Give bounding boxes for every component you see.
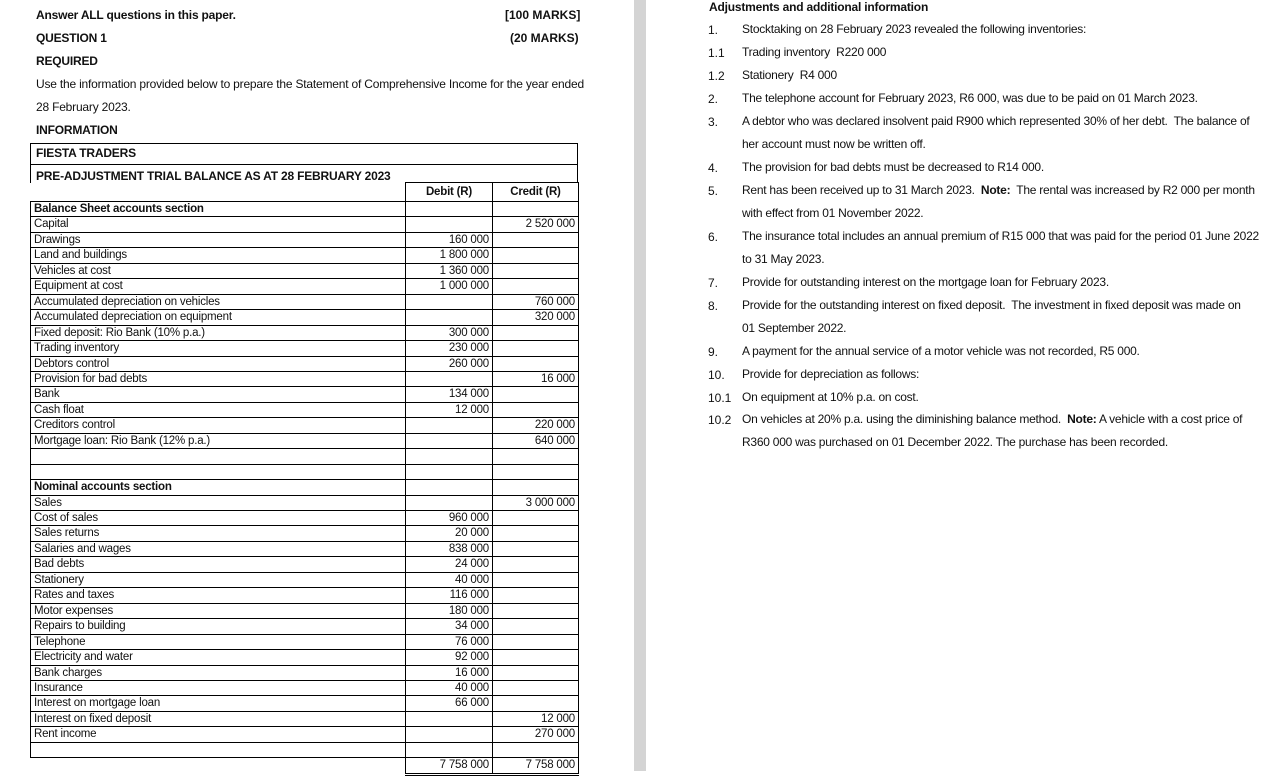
question-marks: (20 MARKS) [510,31,579,45]
adjustment-number: 4. [708,161,719,175]
instruction-text-line2: 28 February 2023. [36,100,131,114]
table-row [31,325,579,340]
account-name: Mortgage loan: Rio Bank (12% p.a.) [31,433,406,448]
debit-amount [406,495,493,510]
account-name: Debtors control [31,356,406,371]
adjustment-number: 8. [708,299,719,313]
debit-amount [406,217,493,232]
account-name: Interest on fixed deposit [31,711,406,726]
debit-amount: 12 000 [406,402,493,417]
header-blank-cell [31,183,406,202]
account-name: Cost of sales [31,511,406,526]
table-row [31,727,579,742]
empty-cell [406,480,493,495]
empty-cell [493,464,579,479]
totals-label-cell [31,758,406,774]
table-row [31,634,579,649]
debit-amount: 838 000 [406,541,493,556]
adjustment-number: 5. [708,184,719,198]
debit-amount [406,433,493,448]
table-row [31,665,579,680]
credit-amount [493,387,579,402]
credit-amount [493,248,579,263]
account-name: Interest on mortgage loan [31,696,406,711]
credit-amount [493,572,579,587]
adjustment-line: The telephone account for February 2023, R6 000, was due to be paid on 01 March 2023. [742,91,1198,105]
account-name: Equipment at cost [31,279,406,294]
account-name: Rent income [31,727,406,742]
account-name: Telephone [31,634,406,649]
account-name: Salaries and wages [31,541,406,556]
total-marks: [100 MARKS] [505,8,581,22]
credit-amount [493,402,579,417]
debit-amount: 960 000 [406,511,493,526]
debit-amount: 92 000 [406,650,493,665]
table-row [31,572,579,587]
table-row [31,217,579,232]
left-page [0,0,634,771]
total-debit: 7 758 000 [406,758,493,774]
table-row [31,557,579,572]
adjustment-number: 1.1 [708,46,725,60]
table-row [31,279,579,294]
table-row [31,711,579,726]
account-name: Sales returns [31,526,406,541]
account-name: Bank charges [31,665,406,680]
debit-amount: 260 000 [406,356,493,371]
account-name: Cash float [31,402,406,417]
credit-amount [493,619,579,634]
adjustment-line: Provide for outstanding interest on the mortgage loan for February 2023. [742,275,1109,289]
table-row [31,263,579,278]
credit-amount: 12 000 [493,711,579,726]
adjustment-line: The insurance total includes an annual premium of R15 000 that was paid for the period 01 June 2022 [742,229,1259,243]
debit-amount [406,371,493,386]
credit-amount [493,325,579,340]
adjustment-line: Stationery R4 000 [742,68,837,82]
adjustment-text [742,110,1250,156]
debit-amount: 134 000 [406,387,493,402]
answer-all-instruction: Answer ALL questions in this paper. [36,8,236,22]
table-row [31,526,579,541]
table-row [31,588,579,603]
adjustment-text [742,87,1246,110]
table-row [31,356,579,371]
adjustment-text [742,294,1246,340]
credit-amount: 220 000 [493,418,579,433]
credit-amount [493,603,579,618]
total-credit: 7 758 000 [493,758,579,774]
totals-row [31,758,579,774]
empty-cell [31,449,406,464]
adjustment-number: 7. [708,276,719,290]
credit-amount [493,526,579,541]
nominal-section-row [31,480,579,495]
debit-amount: 160 000 [406,232,493,247]
credit-amount [493,650,579,665]
table-row [31,387,579,402]
credit-amount [493,541,579,556]
trial-balance-table [30,182,579,776]
empty-cell [493,202,579,217]
account-name: Repairs to building [31,619,406,634]
table-row [31,681,579,696]
adjustment-line: The provision for bad debts must be decreased to R14 000. [742,160,1044,174]
adjustment-line: Provide for depreciation as follows: [742,367,920,381]
table-row [31,341,579,356]
account-name: Vehicles at cost [31,263,406,278]
account-name: Creditors control [31,418,406,433]
table-row [31,650,579,665]
credit-amount [493,263,579,278]
question-heading: QUESTION 1 [36,31,107,45]
trial-balance-title-box [30,143,578,183]
debit-amount [406,310,493,325]
account-name: Fixed deposit: Rio Bank (10% p.a.) [31,325,406,340]
account-name: Sales [31,495,406,510]
account-name: Motor expenses [31,603,406,618]
table-row [31,511,579,526]
debit-amount: 16 000 [406,665,493,680]
credit-amount [493,341,579,356]
information-heading: INFORMATION [36,123,118,137]
table-row [31,696,579,711]
account-name: Bad debts [31,557,406,572]
account-name: Bank [31,387,406,402]
adjustment-line: Stocktaking on 28 February 2023 revealed the following inventories: [742,22,1087,36]
empty-cell [31,464,406,479]
note-label: Note: [1067,412,1097,426]
adjustment-text [742,340,1246,363]
account-name: Insurance [31,681,406,696]
account-name: Accumulated depreciation on vehicles [31,294,406,309]
debit-amount: 24 000 [406,557,493,572]
credit-amount [493,279,579,294]
account-name: Stationery [31,572,406,587]
adjustment-text-part: Rent has been received up to 31 March 2023. [742,183,981,197]
credit-amount: 640 000 [493,433,579,448]
table-row [31,310,579,325]
credit-amount [493,356,579,371]
page-gutter [634,0,646,771]
adjustment-line: 01 September 2022. [742,321,847,335]
adjustment-line: her account must now be written off. [742,137,926,151]
title-divider [31,164,577,165]
adjustment-text [742,271,1246,294]
balance-sheet-section-row [31,202,579,217]
table-row [31,603,579,618]
company-name: FIESTA TRADERS [36,146,136,160]
adjustment-line: A payment for the annual service of a motor vehicle was not recorded, R5 000. [742,344,1140,358]
adjustment-number: 6. [708,230,719,244]
adjustment-number: 2. [708,92,719,106]
empty-cell [493,449,579,464]
account-name: Land and buildings [31,248,406,263]
adjustment-number: 3. [708,115,719,129]
empty-cell [493,480,579,495]
adjustment-text [742,179,1255,225]
credit-amount: 2 520 000 [493,217,579,232]
debit-amount: 1 360 000 [406,263,493,278]
credit-amount [493,634,579,649]
debit-amount [406,418,493,433]
table-row [31,371,579,386]
adjustment-line: to 31 May 2023. [742,252,825,266]
table-row [31,495,579,510]
blank-row [31,449,579,464]
adjustment-text [742,64,1246,87]
debit-amount: 66 000 [406,696,493,711]
adjustment-text [742,363,1246,386]
account-name: Rates and taxes [31,588,406,603]
section-heading: Balance Sheet accounts section [31,202,406,217]
adjustment-text [742,386,1246,409]
account-name: Trading inventory [31,341,406,356]
empty-cell [493,742,579,757]
credit-amount [493,696,579,711]
debit-amount [406,727,493,742]
debit-amount: 1 800 000 [406,248,493,263]
credit-amount: 320 000 [493,310,579,325]
table-row [31,541,579,556]
credit-column-header: Credit (R) [493,183,579,202]
empty-cell [406,202,493,217]
table-row [31,232,579,247]
credit-amount [493,588,579,603]
credit-amount [493,232,579,247]
adjustment-text-part: On vehicles at 20% p.a. using the diminishing balance method. [742,412,1068,426]
empty-cell [406,449,493,464]
adjustment-text [742,18,1246,41]
adjustments-title: Adjustments and additional information [709,0,929,14]
debit-amount: 40 000 [406,572,493,587]
debit-amount [406,294,493,309]
debit-amount [406,711,493,726]
debit-amount: 180 000 [406,603,493,618]
debit-amount: 230 000 [406,341,493,356]
table-row [31,294,579,309]
note-label: Note: [980,183,1011,197]
section-heading: Nominal accounts section [31,480,406,495]
instruction-text-line1: Use the information provided below to prepare the Statement of Comprehensive Income for the year ended [36,77,584,91]
account-name: Capital [31,217,406,232]
table-header-row [31,183,579,202]
table-row [31,418,579,433]
table-row [31,402,579,417]
empty-cell [406,742,493,757]
adjustment-line: Provide for the outstanding interest on fixed deposit. The investment in fixed deposit was made on [742,298,1241,312]
table-row [31,248,579,263]
adjustment-number: 9. [708,345,719,359]
credit-amount: 270 000 [493,727,579,742]
debit-amount: 34 000 [406,619,493,634]
adjustment-line: Trading inventory R220 000 [742,45,887,59]
debit-amount: 300 000 [406,325,493,340]
adjustment-line: R360 000 was purchased on 01 December 2022. The purchase has been recorded. [742,435,1168,449]
debit-amount: 116 000 [406,588,493,603]
debit-amount: 1 000 000 [406,279,493,294]
adjustment-text [742,408,1246,454]
adjustment-line: with effect from 01 November 2022. [742,206,924,220]
credit-amount [493,681,579,696]
table-row [31,433,579,448]
empty-cell [31,742,406,757]
account-name: Drawings [31,232,406,247]
adjustment-text [742,156,1246,179]
debit-amount: 40 000 [406,681,493,696]
trial-balance-title: PRE-ADJUSTMENT TRIAL BALANCE AS AT 28 FEBRUARY 2023 [36,169,391,183]
adjustment-number: 1. [708,23,719,37]
table-row [31,619,579,634]
adjustment-line: A debtor who was declared insolvent paid R900 which represented 30% of her debt. The balance of [742,114,1250,128]
credit-amount: 760 000 [493,294,579,309]
adjustment-text-part: The rental was increased by R2 000 per month [1010,183,1255,197]
adjustment-text [742,41,1246,64]
empty-cell [406,464,493,479]
adjustment-line: On equipment at 10% p.a. on cost. [742,390,919,404]
adjustment-text [742,225,1259,271]
credit-amount: 3 000 000 [493,495,579,510]
credit-amount [493,511,579,526]
account-name: Electricity and water [31,650,406,665]
blank-row [31,742,579,757]
adjustment-number: 10.1 [708,391,732,405]
debit-amount: 76 000 [406,634,493,649]
credit-amount [493,557,579,572]
adjustment-number: 10.2 [708,413,732,427]
blank-row [31,464,579,479]
adjustment-text-part: A vehicle with a cost price of [1096,412,1243,426]
credit-amount: 16 000 [493,371,579,386]
credit-amount [493,665,579,680]
debit-column-header: Debit (R) [406,183,493,202]
adjustment-number: 10. [708,368,725,382]
adjustment-number: 1.2 [708,69,725,83]
debit-amount: 20 000 [406,526,493,541]
required-heading: REQUIRED [36,54,98,68]
account-name: Accumulated depreciation on equipment [31,310,406,325]
account-name: Provision for bad debts [31,371,406,386]
